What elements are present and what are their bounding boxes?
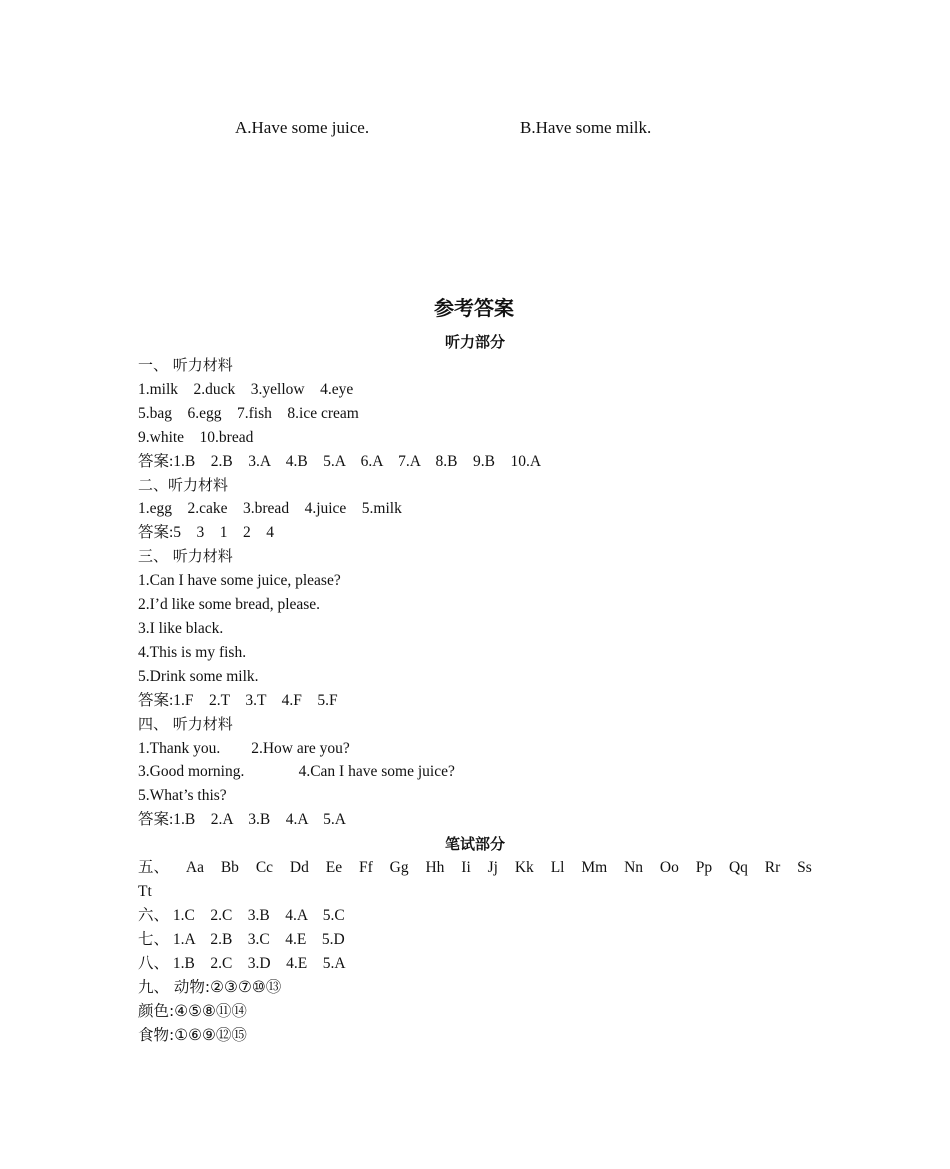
section-3-line-5: 5.Drink some milk.: [138, 667, 259, 685]
option-a: A.Have some juice.: [235, 118, 370, 137]
section-3-line-2: 2.I’d like some bread, please.: [138, 596, 321, 614]
alphabet-letter: Bb: [220, 859, 239, 877]
section-1-line-3: 9.white 10.bread: [138, 428, 254, 446]
alphabet-letter: Kk: [514, 859, 534, 877]
section-8-answers: 八、 1.B 2.C 3.D 4.E 5.A: [138, 954, 346, 972]
alphabet-letter: Mm: [581, 859, 608, 877]
section-1-line-1: 1.milk 2.duck 3.yellow 4.eye: [138, 380, 354, 398]
section-4-line-1: 1.Thank you. 2.How are you?: [138, 739, 350, 757]
section-3-answer: 答案:1.F 2.T 3.T 4.F 5.F: [138, 691, 338, 709]
section-6-answers: 六、 1.C 2.C 3.B 4.A 5.C: [138, 907, 345, 925]
section-3-heading: 三、 听力材料: [138, 547, 233, 566]
option-b: B.Have some milk.: [520, 118, 652, 137]
section-4-line-2: 3.Good morning. 4.Can I have some juice?: [138, 763, 455, 781]
alphabet-letter: Oo: [659, 859, 679, 877]
alphabet-letter: Rr: [764, 859, 781, 877]
alphabet-letter: Ii: [461, 859, 471, 877]
section-3-line-4: 4.This is my fish.: [138, 643, 247, 661]
alphabet-letter: Hh: [425, 859, 445, 877]
listening-section-header: 听力部分: [444, 333, 505, 351]
alphabet-letter: Ll: [550, 859, 565, 877]
alphabet-letter: Gg: [389, 859, 409, 877]
alphabet-letter: Pp: [695, 859, 713, 877]
section-1-line-2: 5.bag 6.egg 7.fish 8.ice cream: [138, 404, 359, 422]
section-1-heading: 一、 听力材料: [138, 356, 233, 374]
answer-key: [138, 292, 812, 1048]
section-5-continuation: Tt: [138, 883, 152, 901]
section-5-label: 五、: [138, 859, 170, 877]
alphabet-letter: Cc: [255, 859, 274, 877]
alphabet-letter: Qq: [728, 859, 748, 877]
answer-key-title: 参考答案: [434, 296, 514, 320]
alphabet-letter: Jj: [487, 859, 498, 877]
alphabet-letter: Nn: [624, 859, 644, 877]
section-4-line-3: 5.What’s this?: [138, 787, 227, 805]
section-3-line-3: 3.I like black.: [138, 619, 224, 637]
section-9-food: 食物:①⑥⑨⑫⑮: [138, 1025, 247, 1044]
section-9-animals: 九、 动物:②③⑦⑩⑬: [138, 977, 282, 996]
section-1-answer: 答案:1.B 2.B 3.A 4.B 5.A 6.A 7.A 8.B 9.B 10.A: [138, 452, 542, 470]
alphabet-letter: Aa: [185, 859, 204, 877]
writing-section-header: 笔试部分: [444, 835, 505, 854]
section-2-line-1: 1.egg 2.cake 3.bread 4.juice 5.milk: [138, 500, 402, 518]
alphabet-letter: Dd: [289, 859, 309, 877]
section-9-colors: 颜色:④⑤⑧⑪⑭: [138, 1001, 247, 1020]
section-7-answers: 七、 1.A 2.B 3.C 4.E 5.D: [138, 931, 345, 949]
section-3-line-1: 1.Can I have some juice, please?: [138, 572, 341, 590]
alphabet-letter: Ff: [358, 859, 373, 877]
alphabet-letter: Ee: [325, 859, 343, 877]
section-5-alphabet: [138, 856, 812, 880]
question-options: [0, 118, 950, 144]
section-4-heading: 四、 听力材料: [138, 714, 233, 733]
section-2-answer: 答案:5 3 1 2 4: [138, 524, 275, 542]
alphabet-letter: Ss: [797, 859, 812, 877]
section-4-answer: 答案:1.B 2.A 3.B 4.A 5.A: [138, 811, 346, 829]
section-2-heading: 二、听力材料: [138, 475, 229, 494]
